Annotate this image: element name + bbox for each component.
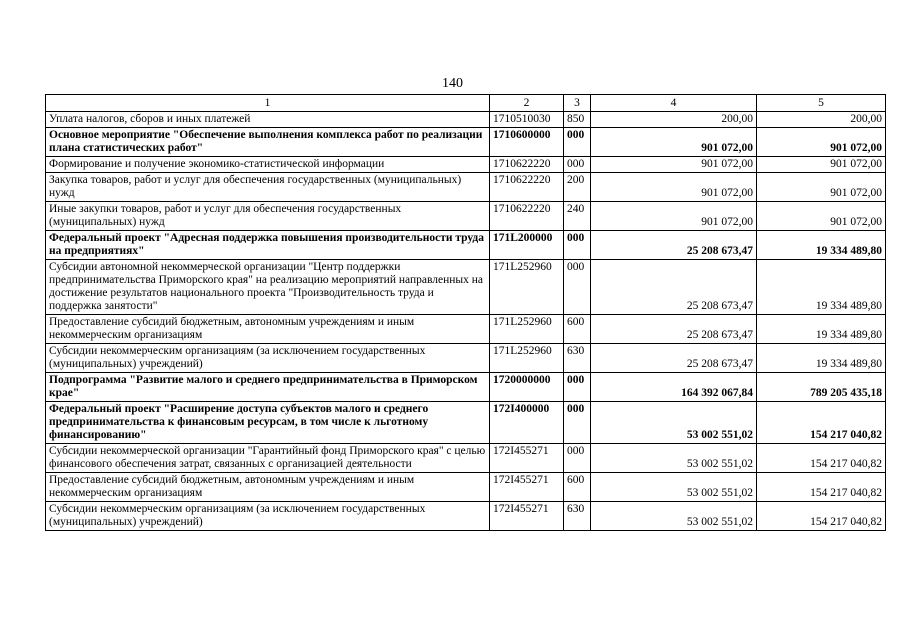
row-type-cell: 240 — [564, 202, 591, 231]
row-value-2020-cell: 25 208 673,47 — [591, 231, 757, 260]
row-type-cell: 000 — [564, 231, 591, 260]
row-name-cell: Уплата налогов, сборов и иных платежей — [46, 112, 490, 128]
row-code-cell: 1710622220 — [490, 202, 564, 231]
row-value-2020-cell: 901 072,00 — [591, 157, 757, 173]
row-code-cell: 1720000000 — [490, 373, 564, 402]
row-type-cell: 000 — [564, 444, 591, 473]
table-row — [46, 402, 886, 444]
row-value-2021-cell: 154 217 040,82 — [757, 473, 886, 502]
table-row — [46, 157, 886, 173]
row-type-cell: 000 — [564, 260, 591, 315]
row-type-cell: 600 — [564, 315, 591, 344]
budget-table — [45, 94, 886, 531]
table-row — [46, 112, 886, 128]
row-value-2020-cell: 25 208 673,47 — [591, 344, 757, 373]
row-code-cell: 172I400000 — [490, 402, 564, 444]
row-value-2021-cell: 901 072,00 — [757, 173, 886, 202]
row-code-cell: 171L252960 — [490, 344, 564, 373]
row-value-2021-cell: 19 334 489,80 — [757, 344, 886, 373]
row-type-cell: 000 — [564, 373, 591, 402]
row-value-2021-cell: 154 217 040,82 — [757, 444, 886, 473]
row-value-2020-cell: 53 002 551,02 — [591, 402, 757, 444]
page-number: 140 — [442, 76, 463, 91]
table-row — [46, 173, 886, 202]
row-code-cell: 172I455271 — [490, 502, 564, 531]
row-code-cell: 1710600000 — [490, 128, 564, 157]
row-code-cell: 172I455271 — [490, 473, 564, 502]
header-cell: 3 — [564, 95, 591, 112]
row-name-cell: Предоставление субсидий бюджетным, автономным учреждениям и иным некоммерческим организациям — [46, 473, 490, 502]
row-value-2021-cell: 901 072,00 — [757, 202, 886, 231]
row-name-cell: Федеральный проект "Расширение доступа субъектов малого и среднего предпринимательства к финансовым ресурсам, в том числе к льготному финансированию" — [46, 402, 490, 444]
row-value-2021-cell: 789 205 435,18 — [757, 373, 886, 402]
row-name-cell: Субсидии автономной некоммерческой организации "Центр поддержки предпринимательства Приморского края" на реализацию мероприятий направленных на достижение результатов национального проекта "Производительность труда и поддержка занятости" — [46, 260, 490, 315]
row-name-cell: Подпрограмма "Развитие малого и среднего предпринимательства в Приморском крае" — [46, 373, 490, 402]
table-header-row — [46, 95, 886, 112]
table-row — [46, 344, 886, 373]
row-name-cell: Субсидии некоммерческим организациям (за исключением государственных (муниципальных) учреждений) — [46, 502, 490, 531]
row-value-2020-cell: 53 002 551,02 — [591, 444, 757, 473]
row-value-2020-cell: 53 002 551,02 — [591, 502, 757, 531]
row-value-2020-cell: 25 208 673,47 — [591, 260, 757, 315]
table-row — [46, 260, 886, 315]
header-cell: 1 — [46, 95, 490, 112]
row-name-cell: Закупка товаров, работ и услуг для обеспечения государственных (муниципальных) нужд — [46, 173, 490, 202]
header-cell: 2 — [490, 95, 564, 112]
table-row — [46, 473, 886, 502]
header-cell: 4 — [591, 95, 757, 112]
table-row — [46, 373, 886, 402]
row-code-cell: 171L252960 — [490, 315, 564, 344]
row-type-cell: 630 — [564, 344, 591, 373]
table-row — [46, 231, 886, 260]
row-code-cell: 172I455271 — [490, 444, 564, 473]
row-name-cell: Формирование и получение экономико-статистической информации — [46, 157, 490, 173]
row-type-cell: 000 — [564, 128, 591, 157]
row-name-cell: Федеральный проект "Адресная поддержка повышения производительности труда на предприятиях" — [46, 231, 490, 260]
row-type-cell: 000 — [564, 402, 591, 444]
row-code-cell: 1710622220 — [490, 157, 564, 173]
row-value-2021-cell: 19 334 489,80 — [757, 231, 886, 260]
table-row — [46, 202, 886, 231]
row-name-cell: Субсидии некоммерческой организации "Гарантийный фонд Приморского края" с целью финансового обеспечения затрат, связанных с организацией деятельности — [46, 444, 490, 473]
row-name-cell: Предоставление субсидий бюджетным, автономным учреждениям и иным некоммерческим организациям — [46, 315, 490, 344]
row-code-cell: 1710510030 — [490, 112, 564, 128]
table-row — [46, 128, 886, 157]
row-code-cell: 171L200000 — [490, 231, 564, 260]
row-value-2021-cell: 901 072,00 — [757, 157, 886, 173]
row-type-cell: 600 — [564, 473, 591, 502]
header-cell: 5 — [757, 95, 886, 112]
row-value-2020-cell: 53 002 551,02 — [591, 473, 757, 502]
row-name-cell: Иные закупки товаров, работ и услуг для обеспечения государственных (муниципальных) нужд — [46, 202, 490, 231]
row-value-2021-cell: 19 334 489,80 — [757, 315, 886, 344]
table-row — [46, 315, 886, 344]
table-row — [46, 502, 886, 531]
row-value-2020-cell: 901 072,00 — [591, 202, 757, 231]
row-value-2021-cell: 901 072,00 — [757, 128, 886, 157]
row-value-2021-cell: 154 217 040,82 — [757, 402, 886, 444]
row-code-cell: 1710622220 — [490, 173, 564, 202]
row-type-cell: 850 — [564, 112, 591, 128]
row-value-2021-cell: 19 334 489,80 — [757, 260, 886, 315]
row-value-2021-cell: 200,00 — [757, 112, 886, 128]
row-value-2021-cell: 154 217 040,82 — [757, 502, 886, 531]
row-type-cell: 630 — [564, 502, 591, 531]
row-name-cell: Субсидии некоммерческим организациям (за исключением государственных (муниципальных) учреждений) — [46, 344, 490, 373]
row-value-2020-cell: 200,00 — [591, 112, 757, 128]
row-type-cell: 000 — [564, 157, 591, 173]
row-value-2020-cell: 901 072,00 — [591, 173, 757, 202]
row-value-2020-cell: 25 208 673,47 — [591, 315, 757, 344]
row-type-cell: 200 — [564, 173, 591, 202]
row-value-2020-cell: 164 392 067,84 — [591, 373, 757, 402]
row-value-2020-cell: 901 072,00 — [591, 128, 757, 157]
row-name-cell: Основное мероприятие "Обеспечение выполнения комплекса работ по реализации плана статистических работ" — [46, 128, 490, 157]
table-row — [46, 444, 886, 473]
row-code-cell: 171L252960 — [490, 260, 564, 315]
